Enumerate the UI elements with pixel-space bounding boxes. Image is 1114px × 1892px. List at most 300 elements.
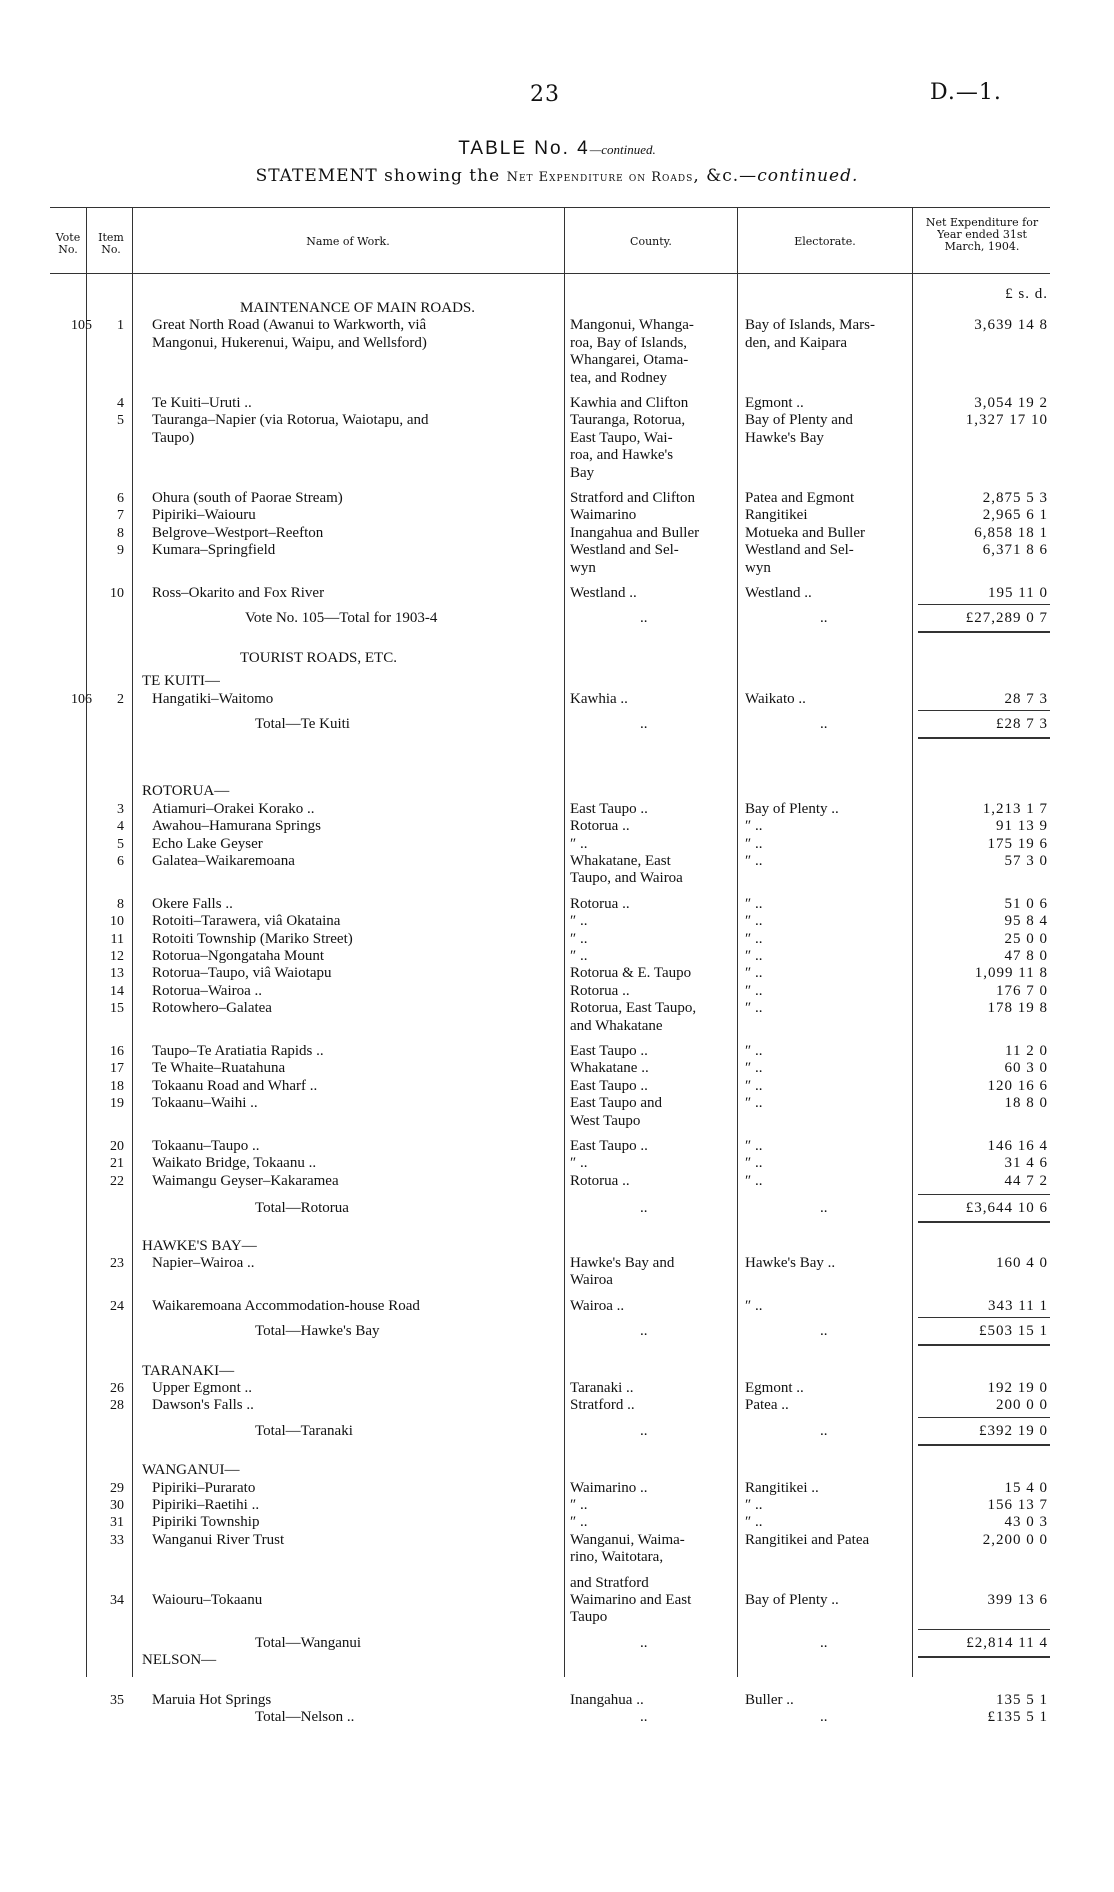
table-row [0,395,1114,412]
county-name: Waimarino [570,507,637,523]
work-name: TOURIST ROADS, ETC. [240,650,397,666]
net-expenditure: 178 19 8 [987,1000,1048,1016]
net-expenditure: 43 0 3 [1004,1514,1048,1530]
electorate-name: Egmont .. [745,395,804,411]
page-number: 23 [530,82,560,107]
table-row [0,673,1114,690]
electorate-name: ″ .. [745,818,763,834]
item-number: 8 [117,897,124,912]
table-row [0,412,1114,429]
net-expenditure: 91 13 9 [996,818,1048,834]
item-number: 5 [117,837,124,852]
work-name: Total—Taranaki [255,1423,353,1439]
table-row [0,948,1114,965]
item-number: 22 [110,1174,124,1189]
electorate-name: Buller .. [745,1692,794,1708]
table-row [0,1060,1114,1077]
currency-units: £ s. d. [1005,286,1048,302]
header-bottom-rule [50,273,1050,274]
table-row [0,801,1114,818]
item-number: 9 [117,543,124,558]
electorate-name: ″ .. [745,931,763,947]
net-expenditure: 1,213 1 7 [982,801,1048,817]
total-rule-bottom [918,1221,1050,1223]
table-row [0,1592,1114,1609]
electorate-name: ″ .. [745,1138,763,1154]
county-name: East Taupo .. [570,1043,648,1059]
net-expenditure: £503 15 1 [979,1323,1048,1339]
table-row [0,430,1114,447]
work-name: Tokaanu–Taupo .. [152,1138,260,1154]
table-row [0,1397,1114,1414]
electorate-name: Westland .. [745,585,812,601]
work-name: Waikaremoana Accommodation-house Road [152,1298,420,1314]
work-name: Rotorua–Taupo, viâ Waiotapu [152,965,332,981]
net-expenditure: 1,099 11 8 [974,965,1048,981]
electorate-name: .. [820,1635,828,1651]
net-expenditure: £135 5 1 [987,1709,1048,1725]
table-row [0,560,1114,577]
work-name: Waikato Bridge, Tokaanu .. [152,1155,317,1171]
net-expenditure: 25 0 0 [1004,931,1048,947]
electorate-name: ″ .. [745,983,763,999]
table-row [0,1272,1114,1289]
net-expenditure: 160 4 0 [996,1255,1048,1271]
net-expenditure: 195 11 0 [988,585,1048,601]
net-expenditure: 31 4 6 [1004,1155,1048,1171]
total-rule-top [918,1317,1050,1318]
work-name: TARANAKI— [142,1363,235,1379]
electorate-name: ″ .. [745,1497,763,1513]
col-header-electorate: Electorate. [794,235,856,248]
electorate-name: ″ .. [745,896,763,912]
total-rule-bottom [918,1444,1050,1446]
table-row [0,983,1114,1000]
net-expenditure: 28 7 3 [1004,691,1048,707]
work-name: ROTORUA— [142,783,230,799]
county-name: .. [640,1323,648,1339]
county-name: Kawhia and Clifton [570,395,689,411]
net-expenditure: 95 8 4 [1004,913,1048,929]
item-number: 6 [117,491,124,506]
county-name: roa, Bay of Islands, [570,335,688,351]
item-number: 4 [117,396,124,411]
table-row [0,691,1114,708]
table-row [0,1255,1114,1272]
county-name: Waimarino .. [570,1480,648,1496]
item-number: 10 [110,586,124,601]
electorate-name: ″ .. [745,853,763,869]
county-name: Tauranga, Rotorua, [570,412,686,428]
net-expenditure: 343 11 1 [988,1298,1048,1314]
county-name: Wairoa .. [570,1298,625,1314]
table-row [0,1043,1114,1060]
electorate-name: ″ .. [745,1095,763,1111]
item-number: 15 [110,1001,124,1016]
county-name: ″ .. [570,1155,588,1171]
item-number: 11 [110,932,124,947]
electorate-name: Egmont .. [745,1380,804,1396]
vote-number: 105 [71,318,92,333]
table-row [0,1480,1114,1497]
county-name: Stratford and Clifton [570,490,695,506]
total-rule-top [918,1417,1050,1418]
work-name: Rotorua–Ngongataha Mount [152,948,325,964]
electorate-name: Bay of Plenty and [745,412,853,428]
item-number: 14 [110,984,124,999]
county-name: Rotorua .. [570,896,630,912]
table-row [0,1200,1114,1217]
item-number: 26 [110,1381,124,1396]
electorate-name: ″ .. [745,1155,763,1171]
work-name: Tokaanu–Waihi .. [152,1095,258,1111]
work-name: Te Whaite–Ruatahuna [152,1060,286,1076]
net-expenditure: 146 16 4 [987,1138,1048,1154]
table-row [0,542,1114,559]
table-row [0,1000,1114,1017]
table-row [0,300,1114,317]
total-rule-bottom [918,631,1050,633]
county-name: East Taupo .. [570,1078,648,1094]
county-name: Stratford .. [570,1397,635,1413]
table-row [0,1078,1114,1095]
work-name: Wanganui River Trust [152,1532,285,1548]
work-name: Ohura (south of Paorae Stream) [152,490,343,506]
net-expenditure: 200 0 0 [996,1397,1048,1413]
net-expenditure: 399 13 6 [987,1592,1048,1608]
net-expenditure: 2,965 6 1 [982,507,1048,523]
item-number: 19 [110,1096,124,1111]
county-name: ″ .. [570,948,588,964]
net-expenditure: 2,875 5 3 [982,490,1048,506]
work-name: Te Kuiti–Uruti .. [152,395,252,411]
table-row [0,650,1114,667]
net-expenditure: 156 13 7 [987,1497,1048,1513]
subtitle-italic: continued. [757,166,859,186]
county-name: Rotorua .. [570,818,630,834]
county-name: Inangahua and Buller [570,525,700,541]
electorate-name: Patea .. [745,1397,789,1413]
subtitle-prefix: STATEMENT showing the [255,166,501,186]
electorate-name: ″ .. [745,913,763,929]
work-name: Atiamuri–Orakei Korako .. [152,801,315,817]
work-name: Pipiriki Township [152,1514,260,1530]
table-row [0,1575,1114,1592]
table-row [0,1380,1114,1397]
county-name: Mangonui, Whanga- [570,317,694,333]
total-rule-bottom [918,737,1050,739]
county-name: Inangahua .. [570,1692,644,1708]
electorate-name: ″ .. [745,1514,763,1530]
county-name: Whangarei, Otama- [570,352,689,368]
net-expenditure: 1,327 17 10 [965,412,1048,428]
county-name: East Taupo and [570,1095,662,1111]
county-name: .. [640,610,648,626]
table-row [0,716,1114,733]
net-expenditure: 15 4 0 [1004,1480,1048,1496]
item-number: 8 [117,526,124,541]
item-number: 20 [110,1139,124,1154]
work-name: HAWKE'S BAY— [142,1238,257,1254]
work-name: Echo Lake Geyser [152,836,263,852]
electorate-name: Hawke's Bay .. [745,1255,836,1271]
electorate-name: Westland and Sel- [745,542,854,558]
county-name: ″ .. [570,836,588,852]
county-name: .. [640,1423,648,1439]
county-name: East Taupo, Wai- [570,430,673,446]
total-rule-bottom [918,1344,1050,1346]
county-name: Wairoa [570,1272,613,1288]
table-row [0,1363,1114,1380]
net-expenditure: 51 0 6 [1004,896,1048,912]
total-rule-top [918,1629,1050,1630]
county-name: ″ .. [570,1497,588,1513]
item-number: 34 [110,1593,124,1608]
table-row [0,1323,1114,1340]
item-number: 18 [110,1079,124,1094]
table-row [0,1423,1114,1440]
table-row [0,1692,1114,1709]
county-name: Bay [570,465,595,481]
item-number: 30 [110,1498,124,1513]
col-header-vote: Vote No. [55,231,81,256]
work-name: Great North Road (Awanui to Warkworth, viâ [152,317,427,333]
table-row [0,317,1114,334]
net-expenditure: 44 7 2 [1004,1173,1048,1189]
work-name: Mangonui, Hukerenui, Waipu, and Wellsford) [152,335,427,351]
work-name: Ross–Okarito and Fox River [152,585,325,601]
col-header-expenditure: Net Expenditure for Year ended 31st March, 1904. [925,216,1039,253]
county-name: Hawke's Bay and [570,1255,675,1271]
net-expenditure: 3,054 19 2 [974,395,1048,411]
table-row [0,1462,1114,1479]
county-name: Rotorua, East Taupo, [570,1000,697,1016]
item-number: 1 [117,318,124,333]
col-header-name: Name of Work. [306,235,390,248]
county-name: Taranaki .. [570,1380,634,1396]
electorate-name: Motueka and Buller [745,525,865,541]
work-name: Vote No. 105—Total for 1903-4 [245,610,438,626]
work-name: Kumara–Springfield [152,542,276,558]
work-name: Total—Rotorua [255,1200,349,1216]
work-name: Tauranga–Napier (via Rotorua, Waiotapu, and [152,412,429,428]
work-name: Waiouru–Tokaanu [152,1592,263,1608]
total-rule-top [918,1194,1050,1195]
county-name: Rotorua & E. Taupo [570,965,692,981]
county-name: Rotorua .. [570,983,630,999]
county-name: East Taupo .. [570,801,648,817]
table-row [0,525,1114,542]
county-name: Rotorua .. [570,1173,630,1189]
work-name: Pipiriki–Purarato [152,1480,256,1496]
electorate-name: Rangitikei [745,507,808,523]
statement-subtitle [0,166,1114,186]
work-name: Pipiriki–Raetihi .. [152,1497,260,1513]
work-name: NELSON— [142,1652,217,1668]
county-name: ″ .. [570,1514,588,1530]
electorate-name: ″ .. [745,1298,763,1314]
item-number: 12 [110,949,124,964]
electorate-name: ″ .. [745,1060,763,1076]
table-row [0,1113,1114,1130]
net-expenditure: 47 8 0 [1004,948,1048,964]
table-row [0,896,1114,913]
table-row [0,507,1114,524]
county-name: .. [640,1200,648,1216]
net-expenditure: 175 19 6 [987,836,1048,852]
county-name: Taupo [570,1609,608,1625]
county-name: Taupo, and Wairoa [570,870,683,886]
table-row [0,931,1114,948]
electorate-name: Hawke's Bay [745,430,824,446]
item-number: 16 [110,1044,124,1059]
net-expenditure: £3,644 10 6 [965,1200,1048,1216]
table-row [0,490,1114,507]
work-name: Rotowhero–Galatea [152,1000,272,1016]
subtitle-smallcaps: Net Expenditure on Roads [506,170,694,185]
work-name: Total—Hawke's Bay [255,1323,380,1339]
county-name: Wanganui, Waima- [570,1532,685,1548]
work-name: Taupo–Te Aratiatia Rapids .. [152,1043,324,1059]
net-expenditure: 60 3 0 [1004,1060,1048,1076]
electorate-name: Rangitikei .. [745,1480,819,1496]
county-name: Whakatane, East [570,853,671,869]
item-number: 7 [117,508,124,523]
electorate-name: .. [820,1200,828,1216]
electorate-name: .. [820,716,828,732]
table-row [0,1514,1114,1531]
county-name: Whakatane .. [570,1060,649,1076]
net-expenditure: £28 7 3 [996,716,1048,732]
county-name: and Whakatane [570,1018,663,1034]
table-row [0,1138,1114,1155]
table-title-continued: —continued. [589,142,656,157]
item-number: 21 [110,1156,124,1171]
county-name: ″ .. [570,931,588,947]
electorate-name: Bay of Islands, Mars- [745,317,875,333]
net-expenditure: 11 2 0 [1005,1043,1048,1059]
item-number: 10 [110,914,124,929]
net-expenditure: 6,371 8 6 [982,542,1048,558]
table-row [0,1155,1114,1172]
item-number: 13 [110,966,124,981]
electorate-name: Patea and Egmont [745,490,855,506]
net-expenditure: £392 19 0 [979,1423,1048,1439]
county-name: .. [640,716,648,732]
table-row [0,783,1114,800]
net-expenditure: £2,814 11 4 [966,1635,1048,1651]
county-name: rino, Waitotara, [570,1549,664,1565]
table-row [0,1609,1114,1626]
county-name: and Stratford [570,1575,649,1591]
county-name: roa, and Hawke's [570,447,674,463]
net-expenditure: 18 8 0 [1004,1095,1048,1111]
table-row [0,965,1114,982]
item-number: 28 [110,1398,124,1413]
work-name: Rotoiti Township (Mariko Street) [152,931,353,947]
work-name: Waimangu Geyser–Kakaramea [152,1173,339,1189]
work-name: Dawson's Falls .. [152,1397,254,1413]
county-name: Westland .. [570,585,637,601]
county-name: Kawhia .. [570,691,628,707]
subtitle-suffix: , &c.— [693,166,758,186]
table-row [0,913,1114,930]
table-row [0,870,1114,887]
work-name: Galatea–Waikaremoana [152,853,295,869]
county-name: tea, and Rodney [570,370,668,386]
work-name: Taupo) [152,430,195,446]
table-row [0,1497,1114,1514]
net-expenditure: 176 7 0 [996,983,1048,999]
col-header-item: Item No. [98,231,124,256]
net-expenditure: 2,200 0 0 [982,1532,1048,1548]
county-name: Waimarino and East [570,1592,692,1608]
electorate-name: ″ .. [745,1173,763,1189]
electorate-name: Bay of Plenty .. [745,1592,839,1608]
net-expenditure: 57 3 0 [1004,853,1048,869]
table-row [0,1532,1114,1549]
electorate-name: Rangitikei and Patea [745,1532,870,1548]
table-title-main: TABLE No. 4 [458,138,590,159]
table-row [0,1652,1114,1669]
table-row [0,1238,1114,1255]
work-name: Maruia Hot Springs [152,1692,272,1708]
table-row [0,370,1114,387]
item-number: 23 [110,1256,124,1271]
item-number: 2 [117,692,124,707]
table-title [0,138,1114,160]
electorate-name: den, and Kaipara [745,335,848,351]
item-number: 5 [117,413,124,428]
electorate-name: Waikato .. [745,691,806,707]
total-rule-top [918,604,1050,605]
table-row [0,1549,1114,1566]
county-name: .. [640,1709,648,1725]
table-row [0,585,1114,602]
table-row [0,1709,1114,1726]
electorate-name: .. [820,610,828,626]
table-row [0,465,1114,482]
net-expenditure: 135 5 1 [996,1692,1048,1708]
item-number: 31 [110,1515,124,1530]
work-name: Awahou–Hamurana Springs [152,818,322,834]
vote-number: 106 [71,692,92,707]
work-name: TE KUITI— [142,673,220,689]
county-name: Westland and Sel- [570,542,679,558]
electorate-name: .. [820,1423,828,1439]
county-name: West Taupo [570,1113,641,1129]
electorate-name: ″ .. [745,836,763,852]
work-name: Napier–Wairoa .. [152,1255,255,1271]
item-number: 24 [110,1299,124,1314]
item-number: 4 [117,819,124,834]
col-header-county: County. [630,235,672,248]
item-number: 17 [110,1061,124,1076]
item-number: 3 [117,802,124,817]
work-name: Rotoiti–Tarawera, viâ Okataina [152,913,341,929]
item-number: 35 [110,1693,124,1708]
net-expenditure: 3,639 14 8 [974,317,1048,333]
header-top-rule [50,207,1050,208]
county-name: ″ .. [570,913,588,929]
work-name: Rotorua–Wairoa .. [152,983,263,999]
work-name: Total—Wanganui [255,1635,362,1651]
county-name: wyn [570,560,596,576]
work-name: WANGANUI— [142,1462,240,1478]
net-expenditure: £27,289 0 7 [965,610,1048,626]
work-name: Total—Nelson .. [255,1709,355,1725]
table-row [0,1018,1114,1035]
